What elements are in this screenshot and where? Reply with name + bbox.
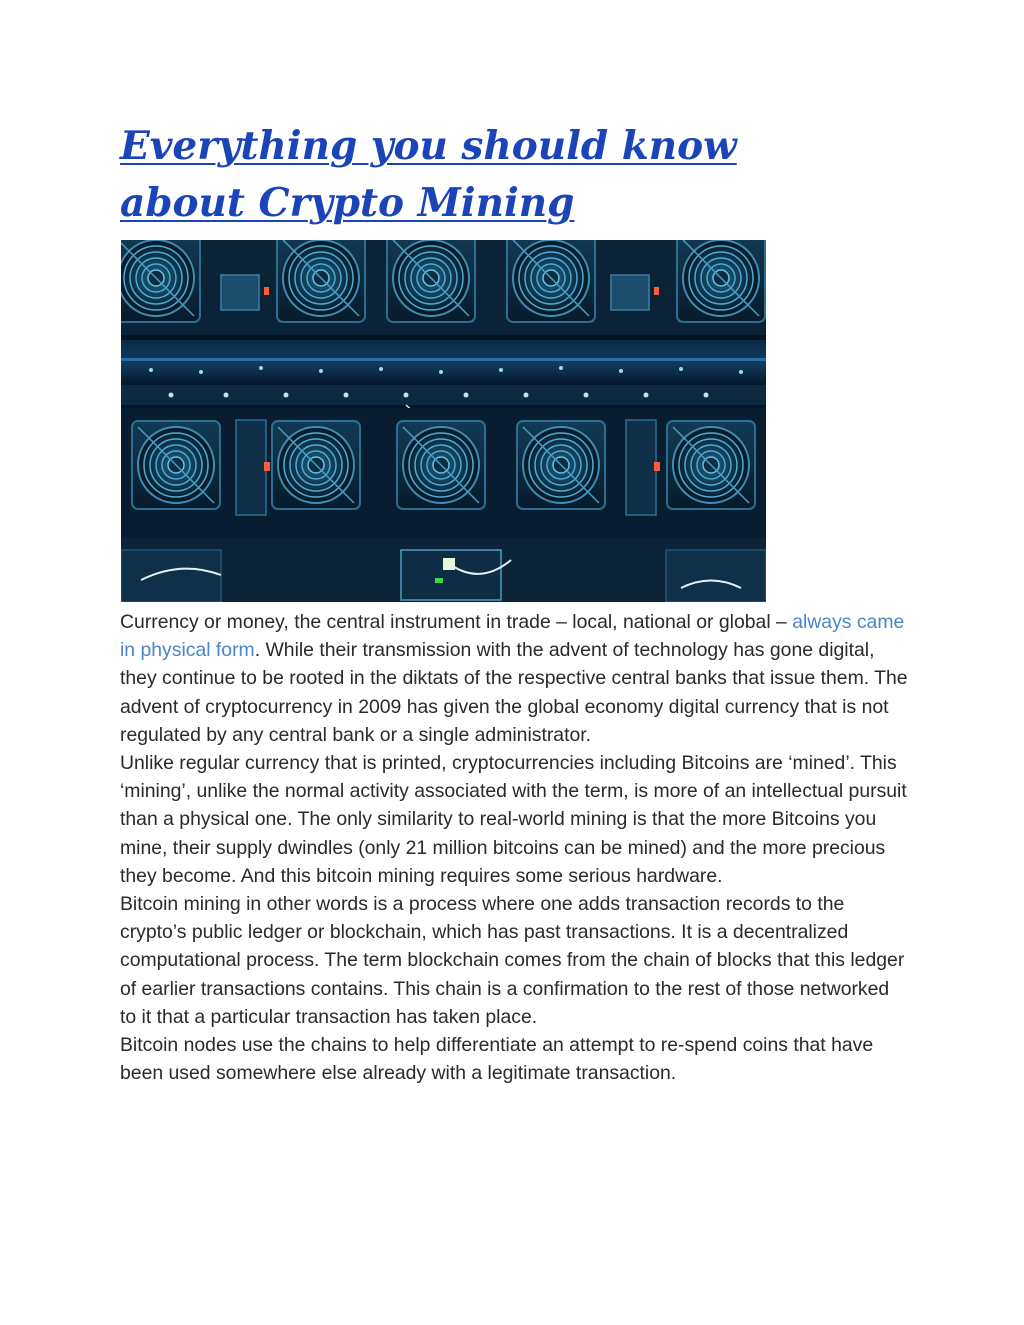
title-line-1: Everything you should know (120, 123, 737, 169)
article-body (120, 608, 910, 1087)
paragraph-1 (120, 608, 910, 749)
paragraph-1-before-link: Currency or money, the central instrument in trade – local, national or global – (120, 611, 793, 633)
physical-form-link[interactable]: always came in physical form (120, 611, 905, 662)
paragraph-2: Unlike regular currency that is printed, cryptocurrencies including Bitcoins are ‘mined’. This ‘mining’, unlike the normal activity associated with the term, is more of an intellectual pursuit than a physical one. The only similarity to real-world mining is that the more Bitcoins you mine, their supply dwindles (only 21 million bitcoins can be mined) and the more precious they become. And this bitcoin mining requires some serious hardware. (120, 752, 907, 887)
article-title (120, 118, 900, 232)
paragraph-1-after-link: . While their transmission with the advent of technology has gone digital, they continue to be rooted in the diktats of the respective central banks that issue them. The advent of cryptocurrency in 2009 has given the global economy digital currency that is not regulated by any central bank or a single administrator. (120, 639, 908, 746)
paragraph-4: Bitcoin nodes use the chains to help differentiate an attempt to re-spend coins that have been used somewhere else already with a legitimate transaction. (120, 1034, 874, 1085)
paragraph-3: Bitcoin mining in other words is a process where one adds transaction records to the crypto’s public ledger or blockchain, which has past transactions. It is a decentralized computational process. The term blockchain comes from the chain of blocks that this ledger of earlier transactions contains. This chain is a confirmation to the rest of those networked to it that a particular transaction has taken place. (120, 893, 905, 1028)
title-line-2: about Crypto Mining (120, 180, 575, 226)
article-title-link[interactable] (120, 123, 737, 226)
mining-rig-image (121, 240, 766, 602)
